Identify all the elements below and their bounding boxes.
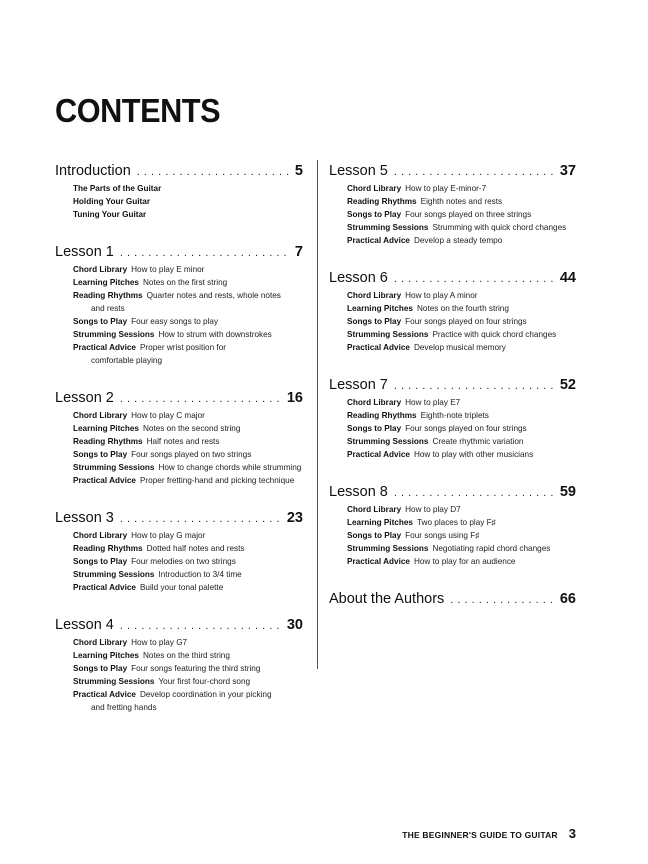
subitem-label: Reading Rhythms: [347, 197, 417, 206]
toc-section: [55, 243, 303, 367]
toc-section: [55, 616, 303, 714]
subitem-text: Your first four-chord song: [158, 677, 251, 686]
subitem-label: Learning Pitches: [73, 278, 139, 287]
subitem-label: Strumming Sessions: [73, 463, 155, 472]
toc-subitem: [73, 448, 303, 461]
toc-page-number: 44: [559, 270, 576, 286]
column-divider: [317, 160, 318, 669]
toc-entry-title: Lesson 2: [55, 390, 114, 406]
dot-leader: [120, 390, 281, 408]
toc-right-column: [329, 162, 576, 630]
toc-entry-title: Lesson 5: [329, 163, 388, 179]
subitem-label: Strumming Sessions: [347, 437, 429, 446]
subitem-label: The Parts of the Guitar: [73, 184, 162, 193]
toc-section: [329, 162, 576, 247]
toc-subitem: [73, 195, 303, 208]
toc-subitems: [55, 409, 303, 487]
toc-subitems: [329, 503, 576, 568]
subitem-label: Songs to Play: [347, 424, 402, 433]
subitem-label: Strumming Sessions: [73, 330, 155, 339]
toc-entry-title: Lesson 4: [55, 617, 114, 633]
toc-page-number: 30: [286, 617, 303, 633]
subitem-label: Practical Advice: [347, 450, 410, 459]
toc-subitem: [73, 649, 303, 662]
subitem-label: Practical Advice: [73, 476, 136, 485]
subitem-label: Strumming Sessions: [347, 223, 429, 232]
toc-section: [55, 389, 303, 487]
subitem-text: Quarter notes and rests, whole notes: [146, 291, 281, 300]
toc-entry-title: Introduction: [55, 163, 131, 179]
toc-subitems: [55, 529, 303, 594]
dot-leader: [120, 617, 281, 635]
subitem-text: Four songs played on four strings: [405, 424, 527, 433]
subitem-text: Notes on the first string: [142, 278, 228, 287]
toc-section: [329, 483, 576, 568]
toc-subitem: [347, 503, 576, 516]
toc-section: [55, 509, 303, 594]
subitem-label: Learning Pitches: [347, 518, 413, 527]
subitem-label: Holding Your Guitar: [73, 197, 151, 206]
toc-subitem: [73, 263, 303, 276]
toc-subitem: [73, 636, 303, 649]
subitem-text: Four songs played on three strings: [405, 210, 532, 219]
footer-page-number: 3: [568, 826, 576, 841]
subitem-text: How to play G7: [131, 638, 188, 647]
subitem-text: How to play A minor: [405, 291, 478, 300]
toc-subitem: [347, 289, 576, 302]
subitem-text: Two places to play F♯: [416, 518, 496, 527]
toc-subitem: [73, 568, 303, 581]
toc-subitem: [73, 675, 303, 688]
toc-subitems: [329, 182, 576, 247]
toc-entry[interactable]: [329, 269, 576, 287]
toc-page-number: 23: [286, 510, 303, 526]
subitem-label: Songs to Play: [73, 450, 128, 459]
subitem-text: Four melodies on two strings: [131, 557, 236, 566]
subitem-label: Chord Library: [73, 265, 128, 274]
toc-entry-title: Lesson 1: [55, 244, 114, 260]
toc-subitem: [73, 409, 303, 422]
subitem-label: Songs to Play: [73, 557, 128, 566]
subitem-label: Reading Rhythms: [73, 437, 143, 446]
toc-subitem: [73, 542, 303, 555]
subitem-label: Chord Library: [73, 638, 128, 647]
toc-entry[interactable]: [329, 590, 576, 608]
subitem-label: Chord Library: [73, 531, 128, 540]
toc-section: [329, 376, 576, 461]
subitem-text: How to play E7: [405, 398, 461, 407]
dot-leader: [120, 510, 281, 528]
subitem-label: Learning Pitches: [73, 651, 139, 660]
toc-page-number: 37: [559, 163, 576, 179]
subitem-text: How to change chords while strumming: [158, 463, 302, 472]
toc-entry[interactable]: [55, 162, 303, 180]
toc-entry-title: Lesson 6: [329, 270, 388, 286]
toc-subitem: [73, 555, 303, 568]
toc-subitem: [73, 276, 303, 289]
subitem-text: Half notes and rests: [146, 437, 220, 446]
toc-subitem: [347, 182, 576, 195]
toc-subitems: [329, 289, 576, 354]
subitem-label: Practical Advice: [347, 557, 410, 566]
subitem-label: Chord Library: [73, 411, 128, 420]
toc-subitem: [73, 341, 303, 367]
toc-subitem: [73, 208, 303, 221]
toc-subitem: [347, 328, 576, 341]
subitem-text: How to play with other musicians: [413, 450, 534, 459]
dot-leader: [120, 244, 289, 262]
subitem-text: Four songs using F♯: [405, 531, 480, 540]
subitem-label: Practical Advice: [73, 583, 136, 592]
toc-entry[interactable]: [55, 509, 303, 527]
subitem-text: Proper wrist position for: [139, 343, 226, 352]
toc-subitems: [329, 396, 576, 461]
toc-subitem: [347, 302, 576, 315]
subitem-text: How to strum with downstrokes: [158, 330, 272, 339]
dot-leader: [394, 163, 554, 181]
toc-subitem: [73, 328, 303, 341]
subitem-text: Four songs played on four strings: [405, 317, 527, 326]
subitem-label: Practical Advice: [73, 690, 136, 699]
subitem-label: Reading Rhythms: [73, 291, 143, 300]
subitem-label: Chord Library: [347, 505, 402, 514]
subitem-text: Four songs featuring the third string: [131, 664, 261, 673]
toc-subitem: [347, 555, 576, 568]
subitem-text: Proper fretting-hand and picking technique: [139, 476, 295, 485]
subitem-text: Dotted half notes and rests: [146, 544, 245, 553]
dot-leader: [137, 163, 289, 181]
toc-entry-title: Lesson 3: [55, 510, 114, 526]
toc-section: [55, 162, 303, 221]
subitem-label: Chord Library: [347, 291, 402, 300]
toc-entry[interactable]: [329, 162, 576, 180]
subitem-label: Learning Pitches: [347, 304, 413, 313]
toc-subitem: [347, 529, 576, 542]
subitem-label: Songs to Play: [347, 210, 402, 219]
toc-entry-title: Lesson 8: [329, 484, 388, 500]
toc-subitem: [347, 448, 576, 461]
subitem-text: Practice with quick chord changes: [432, 330, 557, 339]
subitem-text: Notes on the second string: [142, 424, 241, 433]
toc-subitem: [347, 221, 576, 234]
toc-page-number: 66: [559, 591, 576, 607]
subitem-label: Chord Library: [347, 184, 402, 193]
toc-entry[interactable]: [55, 616, 303, 634]
subitem-label: Songs to Play: [347, 531, 402, 540]
subitem-text: Eighth-note triplets: [420, 411, 489, 420]
subitem-text: Develop musical memory: [413, 343, 506, 352]
subitem-text: Notes on the third string: [142, 651, 230, 660]
toc-subitem: [73, 581, 303, 594]
toc-subitem: [73, 289, 303, 315]
subitem-text: Negotiating rapid chord changes: [432, 544, 551, 553]
toc-subitem: [347, 315, 576, 328]
subitem-text: Notes on the fourth string: [416, 304, 509, 313]
toc-page-number: 52: [559, 377, 576, 393]
page-footer: [402, 826, 576, 841]
toc-entry[interactable]: [329, 483, 576, 501]
toc-subitem: [73, 662, 303, 675]
subitem-label: Chord Library: [347, 398, 402, 407]
toc-entry[interactable]: [55, 389, 303, 407]
subitem-label: Reading Rhythms: [73, 544, 143, 553]
toc-subitem: [347, 234, 576, 247]
toc-page-number: 16: [286, 390, 303, 406]
subitem-text: How to play for an audience: [413, 557, 516, 566]
subitem-label: Songs to Play: [347, 317, 402, 326]
toc-subitems: [55, 263, 303, 367]
toc-subitem: [73, 529, 303, 542]
subitem-label: Songs to Play: [73, 317, 128, 326]
toc-subitem: [347, 542, 576, 555]
toc-page-number: 59: [559, 484, 576, 500]
subitem-label: Strumming Sessions: [347, 330, 429, 339]
subitem-label: Songs to Play: [73, 664, 128, 673]
subitem-label: Practical Advice: [347, 236, 410, 245]
subitem-label: Reading Rhythms: [347, 411, 417, 420]
dot-leader: [394, 377, 554, 395]
toc-subitems: [55, 182, 303, 221]
dot-leader: [394, 270, 554, 288]
toc-subitem: [73, 422, 303, 435]
subitem-label: Practical Advice: [73, 343, 136, 352]
toc-subitem: [73, 435, 303, 448]
toc-subitem: [347, 435, 576, 448]
subitem-text: Introduction to 3/4 time: [158, 570, 242, 579]
toc-subitem: [73, 182, 303, 195]
subitem-text: Create rhythmic variation: [432, 437, 524, 446]
page-title: CONTENTS: [55, 92, 221, 129]
toc-section: [329, 269, 576, 354]
toc-entry-title: About the Authors: [329, 591, 445, 607]
subitem-text-continued: comfortable playing: [91, 356, 162, 365]
toc-entry-title: Lesson 7: [329, 377, 388, 393]
toc-subitem: [73, 315, 303, 328]
toc-section: [329, 590, 576, 608]
subitem-text: How to play D7: [405, 505, 461, 514]
toc-left-column: [55, 162, 303, 736]
toc-subitem: [347, 422, 576, 435]
subitem-text: Develop coordination in your picking: [139, 690, 272, 699]
footer-book-title: THE BEGINNER'S GUIDE TO GUITAR: [402, 830, 558, 840]
subitem-label: Strumming Sessions: [347, 544, 429, 553]
subitem-text-continued: and fretting hands: [91, 703, 157, 712]
toc-subitem: [347, 409, 576, 422]
subitem-text: Eighth notes and rests: [420, 197, 503, 206]
toc-subitem: [347, 516, 576, 529]
subitem-label: Strumming Sessions: [73, 677, 155, 686]
toc-subitem: [347, 396, 576, 409]
toc-subitem: [73, 474, 303, 487]
subitem-text: Develop a steady tempo: [413, 236, 503, 245]
toc-subitem: [73, 688, 303, 714]
dot-leader: [450, 591, 554, 609]
subitem-text: How to play E minor: [131, 265, 205, 274]
toc-page-number: 5: [294, 163, 303, 179]
subitem-text: How to play C major: [131, 411, 205, 420]
subitem-text-continued: and rests: [91, 304, 125, 313]
subitem-text: How to play G major: [131, 531, 206, 540]
subitem-text: Strumming with quick chord changes: [432, 223, 567, 232]
toc-subitem: [347, 195, 576, 208]
toc-page-number: 7: [294, 244, 303, 260]
subitem-text: Four songs played on two strings: [131, 450, 252, 459]
subitem-label: Learning Pitches: [73, 424, 139, 433]
subitem-text: Four easy songs to play: [131, 317, 219, 326]
subitem-text: How to play E-minor-7: [405, 184, 487, 193]
toc-subitems: [55, 636, 303, 714]
subitem-label: Tuning Your Guitar: [73, 210, 147, 219]
toc-subitem: [347, 341, 576, 354]
dot-leader: [394, 484, 554, 502]
toc-entry[interactable]: [55, 243, 303, 261]
subitem-text: Build your tonal palette: [139, 583, 224, 592]
toc-subitem: [73, 461, 303, 474]
toc-entry[interactable]: [329, 376, 576, 394]
subitem-label: Practical Advice: [347, 343, 410, 352]
subitem-label: Strumming Sessions: [73, 570, 155, 579]
toc-subitem: [347, 208, 576, 221]
